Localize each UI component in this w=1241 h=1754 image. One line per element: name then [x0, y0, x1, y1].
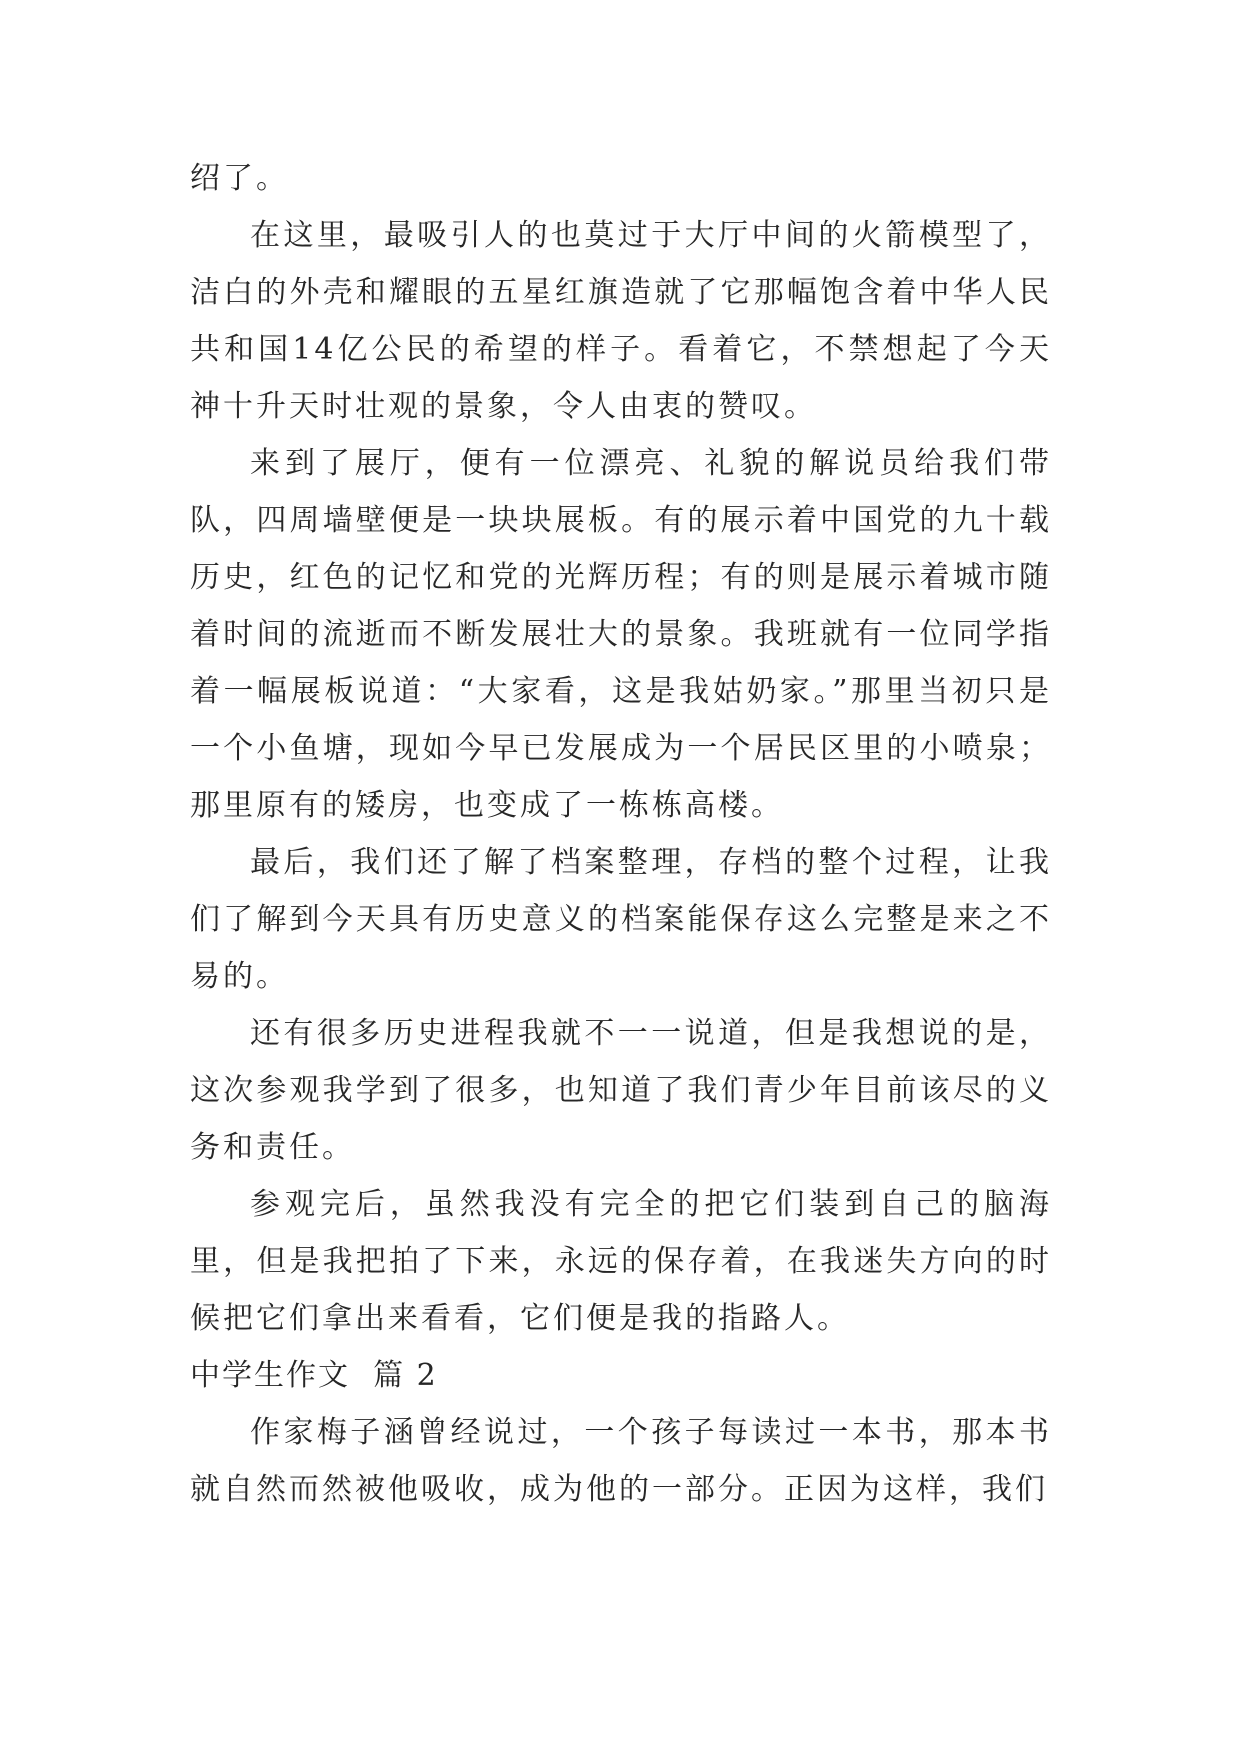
- paragraph-after-visit: 参观完后，虽然我没有完全的把它们装到自己的脑海里，但是我把拍了下来，永远的保存着，在我迷失方向的时候把它们拿出来看看，它们便是我的指路人。: [190, 1187, 1052, 1336]
- paragraph-rocket-model: 在这里，最吸引人的也莫过于大厅中间的火箭模型了，洁白的外壳和耀眼的五星红旗造就了它那幅饱含着中华人民共和国14亿公民的希望的样子。看着它，不禁想起了今天神十升天时壮观的景象，令人由衷的赞叹。: [190, 218, 1052, 424]
- paragraph-continuation: 绍了。: [190, 161, 289, 196]
- paragraph-essay-2-opening: 作家梅子涵曾经说过，一个孩子每读过一本书，那本书就自然而然被他吸收，成为他的一部分。正因为这样，我们: [190, 1415, 1052, 1507]
- paragraph-history-process: 还有很多历史进程我就不一一说道，但是我想说的是，这次参观我学到了很多，也知道了我们青少年目前该尽的义务和责任。: [190, 1016, 1052, 1165]
- paragraph-archives: 最后，我们还了解了档案整理，存档的整个过程，让我们了解到今天具有历史意义的档案能保存这么完整是来之不易的。: [190, 845, 1052, 994]
- text-column: [190, 150, 1052, 1518]
- section-heading: 中学生作文 篇 2: [190, 1358, 438, 1393]
- paragraph-exhibition-hall: 来到了展厅，便有一位漂亮、礼貌的解说员给我们带队，四周墙壁便是一块块展板。有的展示着中国党的九十载历史，红色的记忆和党的光辉历程；有的则是展示着城市随着时间的流逝而不断发展壮大的景象。我班就有一位同学指着一幅展板说道：“大家看，这是我姑奶家。”那里当初只是一个小鱼塘，现如今早已发展成为一个居民区里的小喷泉；那里原有的矮房，也变成了一栋栋高楼。: [190, 446, 1052, 823]
